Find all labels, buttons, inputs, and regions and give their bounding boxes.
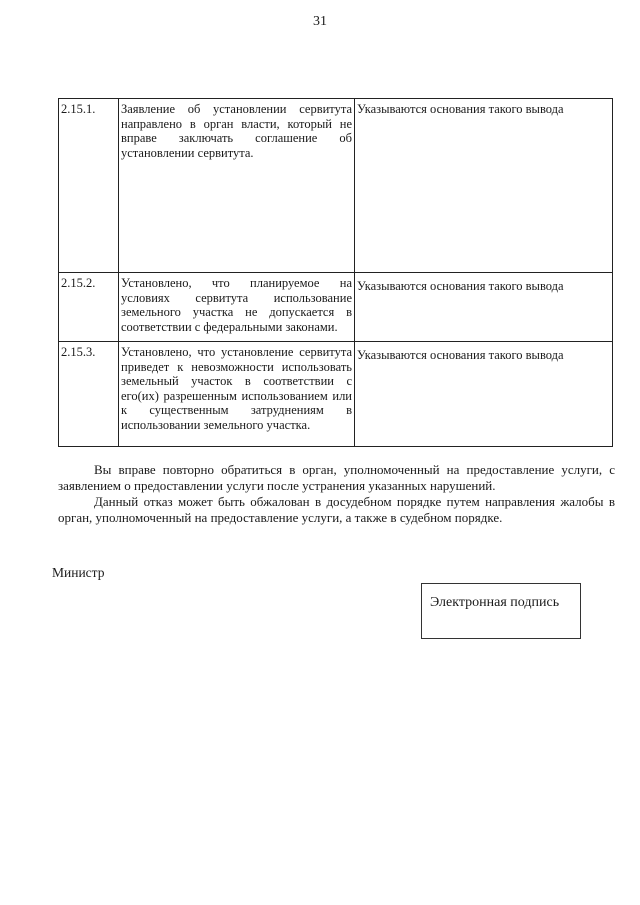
row-number: 2.15.2. [59,273,119,342]
row-reason: Установлено, что установление сервитута приведет к невозможности использовать земельный участок в соответствии с его(их) разрешенным использованием или к существенным затруднениям в использовании земельного участка. [119,342,355,447]
body-text [58,462,615,526]
page-number: 31 [313,14,327,29]
reapply-paragraph: Вы вправе повторно обратиться в орган, уполномоченный на предоставление услуги, с заявлением о предоставлении услуги после устранения указанных нарушений. [58,462,615,493]
table-row [59,342,613,447]
electronic-signature-box: Электронная подпись [421,583,581,639]
row-explanation: Указываются основания такого вывода [355,273,613,342]
row-number: 2.15.1. [59,99,119,273]
signer-position: Министр [52,565,105,580]
row-explanation: Указываются основания такого вывода [355,342,613,447]
table-row [59,273,613,342]
refusal-grounds-table [58,98,613,447]
table-row [59,99,613,273]
row-reason: Заявление об установлении сервитута направлено в орган власти, который не вправе заключать соглашение об установлении сервитута. [119,99,355,273]
appeal-paragraph: Данный отказ может быть обжалован в досудебном порядке путем направления жалобы в орган, уполномоченный на предоставление услуги, а также в судебном порядке. [58,494,615,525]
row-reason: Установлено, что планируемое на условиях сервитута использование земельного участка не допускается в соответствии с федеральными законами. [119,273,355,342]
row-explanation: Указываются основания такого вывода [355,99,613,273]
row-number: 2.15.3. [59,342,119,447]
